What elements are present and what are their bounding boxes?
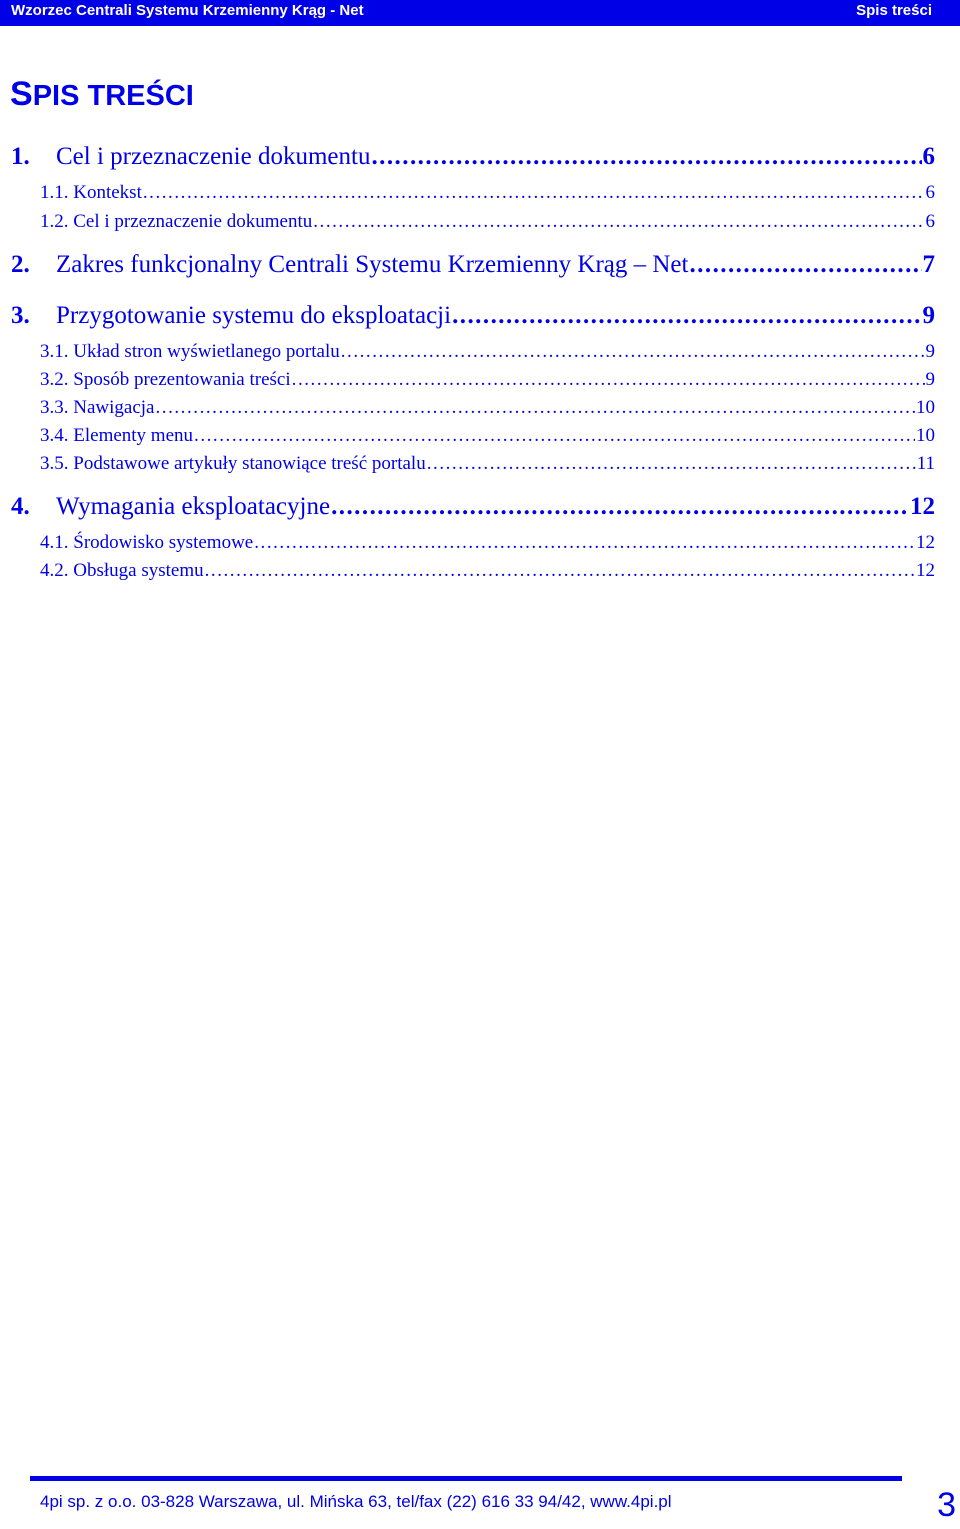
toc-entry-number: 3.5. (40, 453, 69, 474)
toc-entry-page: 9 (925, 341, 935, 362)
toc-entry-text: Podstawowe artykuły stanowiące treść portalu (73, 453, 426, 474)
toc-entry-3[interactable] (11, 302, 935, 332)
toc-entry-page: 12 (916, 560, 935, 581)
toc-entry-1[interactable] (11, 143, 935, 173)
toc-entry-3-3[interactable] (40, 397, 935, 421)
toc-entry-page: 12 (910, 493, 935, 520)
toc-entry-text: Elementy menu (73, 425, 194, 446)
toc-leader-dots (341, 341, 925, 363)
toc-entry-4-1[interactable] (40, 532, 935, 556)
toc-entry-text: Nawigacja (73, 397, 155, 418)
page-header (0, 0, 960, 26)
toc-entry-page: 12 (916, 532, 935, 553)
toc-leader-dots (689, 251, 921, 279)
toc-heading-initial: S (10, 75, 33, 113)
toc-entry-3-5[interactable] (40, 453, 935, 477)
toc-leader-dots (155, 397, 915, 419)
toc-entry-text: Wymagania eksploatacyjne (56, 493, 331, 520)
page-number: 3 (937, 1486, 956, 1524)
toc-entry-number: 4. (11, 493, 30, 520)
footer-company-info: 4pi sp. z o.o. 03-828 Warszawa, ul. Mińska 63, tel/fax (22) 616 33 94/42, www.4pi.pl (40, 1492, 672, 1511)
toc-entry-number: 4.1. (40, 532, 69, 553)
toc-entry-number: 4.2. (40, 560, 69, 581)
toc-entry-1-2[interactable] (40, 211, 935, 235)
toc-entry-2[interactable] (11, 251, 935, 281)
toc-entry-page: 11 (916, 453, 935, 474)
toc-leader-dots (254, 532, 915, 554)
toc-entry-3-1[interactable] (40, 341, 935, 365)
toc-entry-text: Kontekst (73, 182, 142, 203)
toc-entry-number: 3.2. (40, 369, 69, 390)
toc-leader-dots (143, 182, 925, 204)
toc-entry-text: Zakres funkcjonalny Centrali Systemu Krzemienny Krąg – Net (56, 251, 689, 278)
toc-entry-number: 3.3. (40, 397, 69, 418)
document-title: Wzorzec Centrali Systemu Krzemienny Krąg - Net (11, 2, 364, 19)
toc-entry-3-4[interactable] (40, 425, 935, 449)
toc-entry-4-2[interactable] (40, 560, 935, 584)
toc-leader-dots (205, 560, 915, 582)
toc-entry-page: 9 (922, 302, 935, 329)
toc-entry-text: Przygotowanie systemu do eksploatacji (56, 302, 452, 329)
toc-leader-dots (313, 211, 924, 233)
toc-leader-dots (371, 143, 921, 171)
toc-entry-page: 6 (925, 211, 935, 232)
toc-leader-dots (292, 369, 925, 391)
toc-heading-rest: PIS TREŚCI (32, 80, 194, 112)
toc-entry-number: 2. (11, 251, 30, 278)
toc-entry-number: 1.1. (40, 182, 69, 203)
toc-heading (10, 74, 194, 116)
toc-entry-page: 6 (922, 143, 935, 170)
toc-entry-number: 3. (11, 302, 30, 329)
toc-entry-page: 10 (916, 397, 935, 418)
toc-entry-page: 7 (922, 251, 935, 278)
toc-entry-text: Obsługa systemu (73, 560, 204, 581)
toc-entry-number: 3.4. (40, 425, 69, 446)
toc-entry-text: Środowisko systemowe (73, 532, 254, 553)
toc-entry-page: 6 (925, 182, 935, 203)
footer-divider (30, 1476, 902, 1481)
toc-leader-dots (427, 453, 916, 475)
toc-entry-text: Układ stron wyświetlanego portalu (73, 341, 340, 362)
toc-entry-text: Cel i przeznaczenie dokumentu (73, 211, 313, 232)
toc-entry-number: 3.1. (40, 341, 69, 362)
toc-leader-dots (452, 302, 921, 330)
toc-entry-text: Sposób prezentowania treści (73, 369, 291, 390)
toc-entry-1-1[interactable] (40, 182, 935, 206)
toc-leader-dots (194, 425, 915, 447)
toc-entry-page: 10 (916, 425, 935, 446)
toc-entry-3-2[interactable] (40, 369, 935, 393)
toc-entry-number: 1. (11, 143, 30, 170)
section-name: Spis treści (856, 2, 932, 19)
toc-entry-4[interactable] (11, 493, 935, 523)
toc-entry-number: 1.2. (40, 211, 69, 232)
toc-entry-page: 9 (925, 369, 935, 390)
toc-leader-dots (331, 493, 909, 521)
toc-entry-text: Cel i przeznaczenie dokumentu (56, 143, 371, 170)
